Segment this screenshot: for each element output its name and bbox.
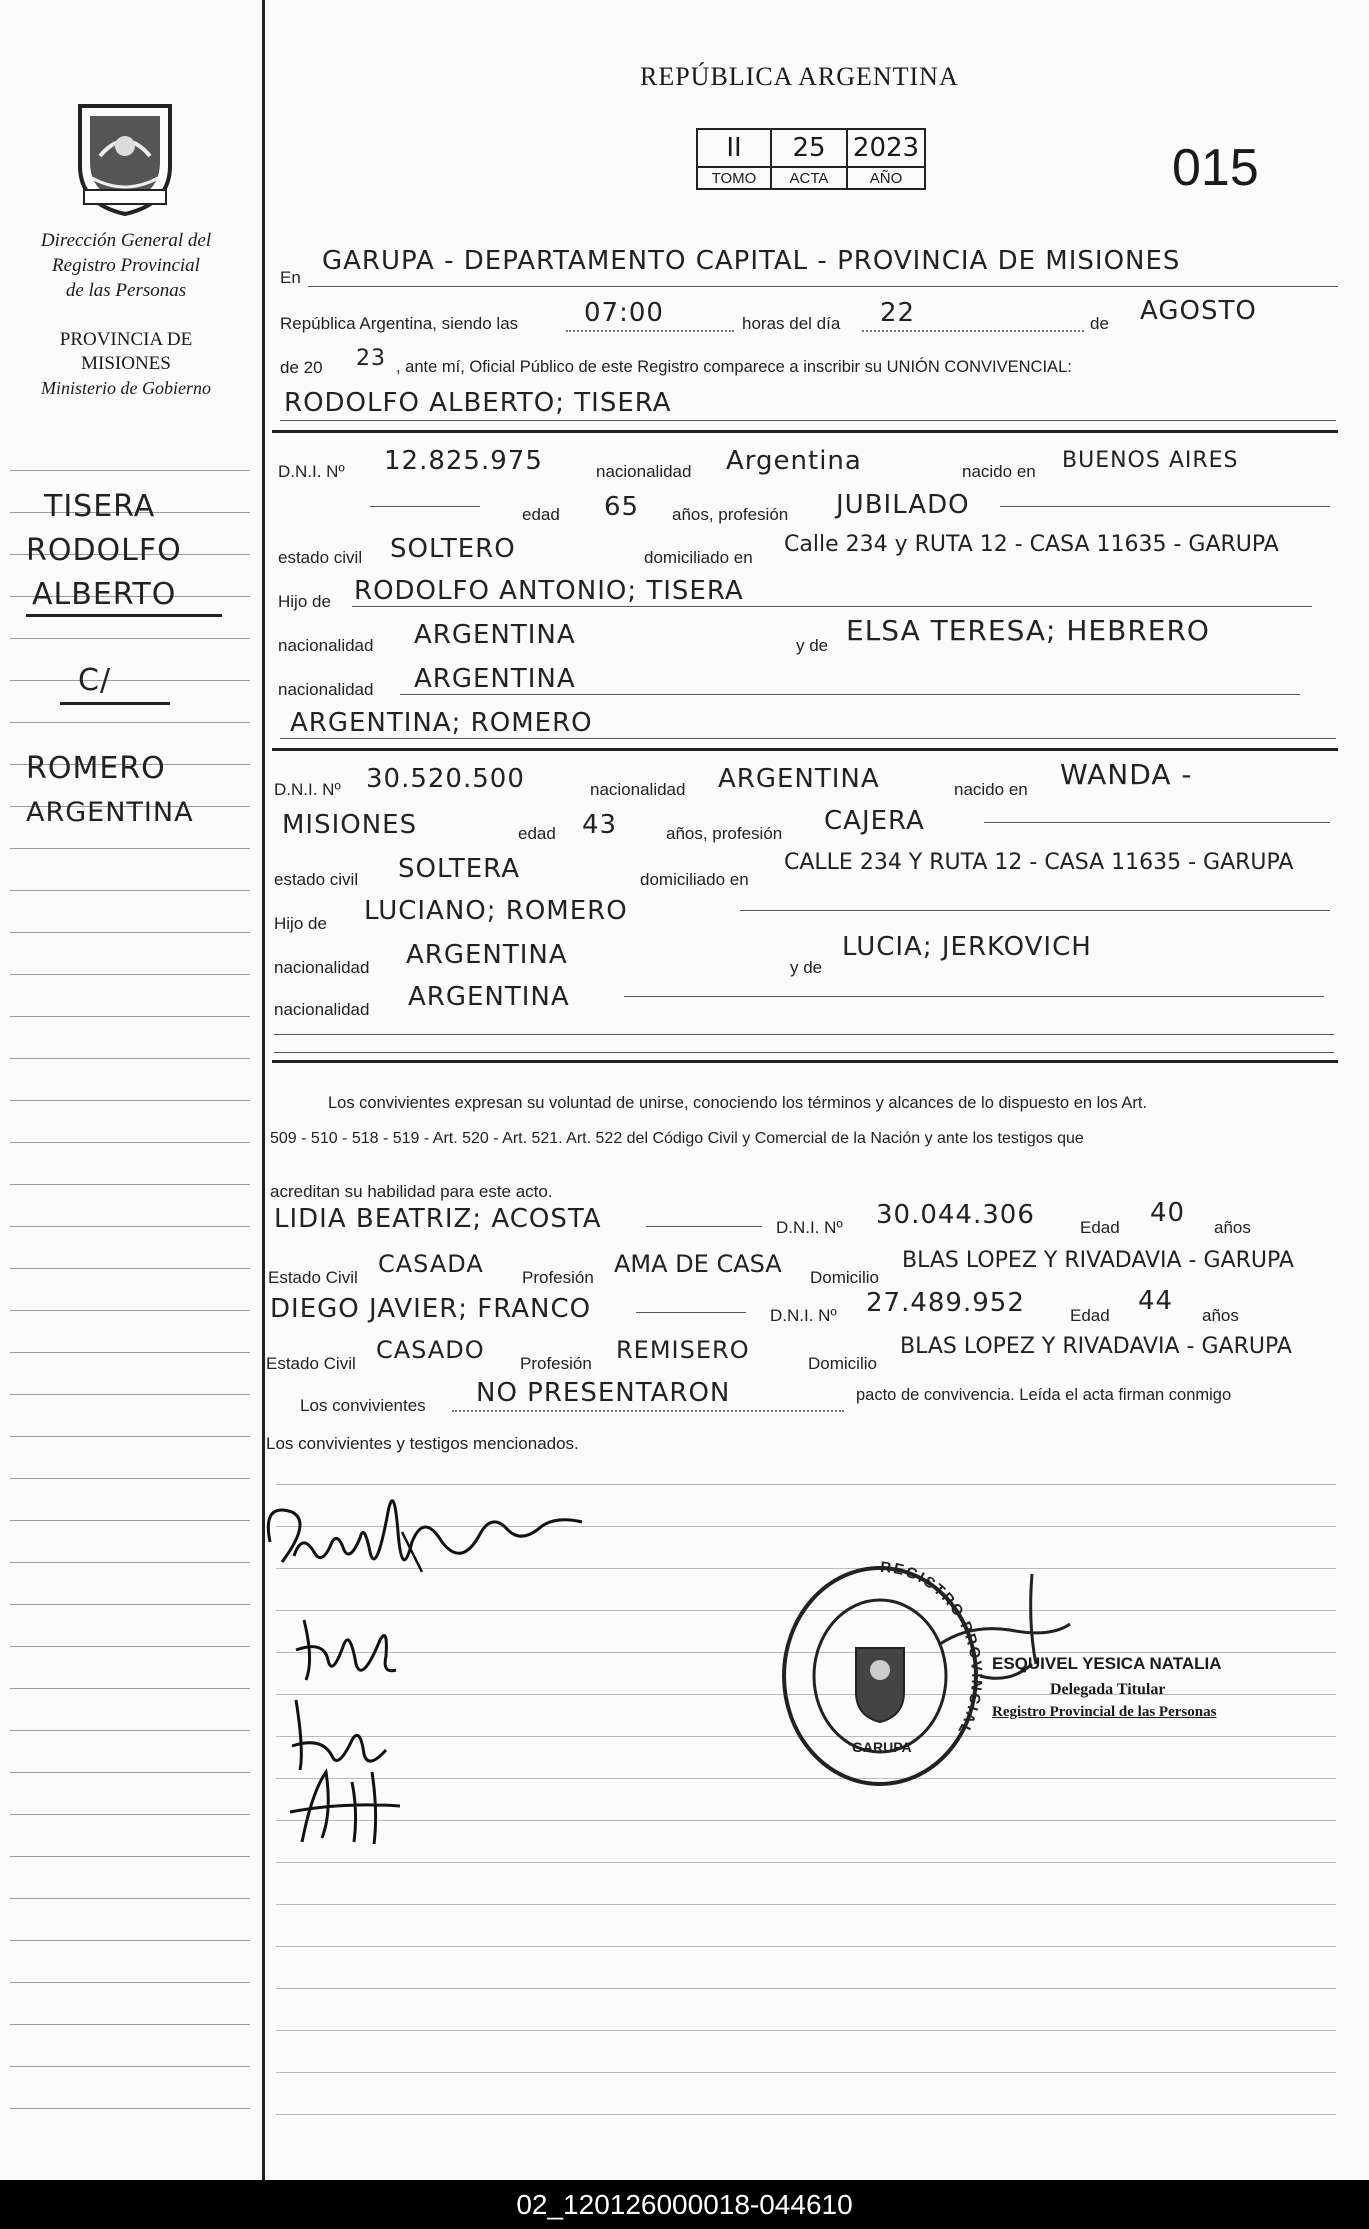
body-rule — [276, 1904, 1336, 1905]
margin-rule — [10, 1814, 250, 1815]
p1-age-value: 65 — [604, 492, 640, 522]
w2-address-label: Domicilio — [808, 1354, 877, 1373]
signature-witness-2 — [282, 1752, 412, 1852]
margin-rule — [10, 1310, 250, 1311]
p1-prof-value: JUBILADO — [836, 490, 970, 520]
p1-dni-label: D.N.I. Nº — [278, 462, 345, 481]
p2-mother-nac-value: ARGENTINA — [408, 982, 570, 1012]
pact-label: pacto de convivencia. Leída el acta firman conmigo — [856, 1386, 1232, 1404]
p1-birth-label: nacido en — [962, 462, 1036, 481]
margin-rule — [10, 1898, 250, 1899]
p1-father-value: RODOLFO ANTONIO; TISERA — [354, 576, 744, 606]
margin-rule — [10, 1184, 250, 1185]
p2-dni-value: 30.520.500 — [366, 764, 525, 794]
w1-anos-label: años — [1214, 1218, 1251, 1237]
margin-rule — [10, 2066, 250, 2067]
margin-rule — [10, 2024, 250, 2025]
w2-civil-label: Estado Civil — [266, 1354, 356, 1373]
p1-mother-value: ELSA TERESA; HEBRERO — [846, 614, 1210, 647]
p2-birth-label: nacido en — [954, 780, 1028, 799]
margin-rule — [10, 470, 250, 471]
partner2-name-value: ARGENTINA; ROMERO — [290, 708, 593, 738]
seal-ring-text: REGISTRO PROVINCIAL — [879, 1558, 986, 1739]
margin-rule — [10, 1562, 250, 1563]
p2-nac-label: nacionalidad — [590, 780, 686, 799]
w2-edad-label: Edad — [1070, 1306, 1110, 1325]
rule — [352, 606, 1312, 607]
rule — [646, 1226, 762, 1227]
section-divider — [272, 1060, 1338, 1063]
anio-value: 2023 — [847, 129, 925, 167]
rule — [370, 506, 480, 507]
margin-rule — [10, 932, 250, 933]
witness2-prof-value: REMISERO — [616, 1336, 750, 1364]
margin-surname-2: ROMERO — [26, 751, 166, 786]
body-rule — [276, 1946, 1336, 1947]
margin-rule — [10, 1772, 250, 1773]
dotted-field — [862, 330, 1084, 332]
margin-firstname-2: ARGENTINA — [26, 797, 194, 828]
margin-rule — [10, 1394, 250, 1395]
rule — [274, 1034, 1334, 1035]
margin-rule — [10, 1352, 250, 1353]
acta-value: 25 — [771, 129, 847, 167]
signature-partner-2 — [284, 1600, 424, 1690]
witness1-address-value: BLAS LOPEZ Y RIVADAVIA - GARUPA — [902, 1248, 1294, 1273]
intro-label: , ante mí, Oficial Público de este Registro comparece a inscribir su UNIÓN CONVIVENCIAL: — [396, 358, 1072, 376]
acta-label: ACTA — [771, 167, 847, 189]
margin-divider — [262, 0, 265, 2180]
document-title: REPÚBLICA ARGENTINA — [640, 62, 959, 91]
margin-rule — [10, 1940, 250, 1941]
p1-nac-value: Argentina — [726, 446, 862, 476]
witness2-civil-value: CASADO — [376, 1336, 485, 1364]
w2-dni-label: D.N.I. Nº — [770, 1306, 837, 1325]
scan-footer-code: 02_120126000018-044610 — [0, 2180, 1369, 2229]
p1-father-label: Hijo de — [278, 592, 331, 611]
margin-rule — [10, 1856, 250, 1857]
margin-rule — [10, 1604, 250, 1605]
margin-rule — [10, 1730, 250, 1731]
witness1-name-value: LIDIA BEATRIZ; ACOSTA — [274, 1204, 602, 1234]
margin-rule — [10, 1436, 250, 1437]
rule — [984, 822, 1330, 823]
p1-dni-value: 12.825.975 — [384, 446, 543, 476]
margin-rule — [10, 1982, 250, 1983]
margin-rule — [10, 2108, 250, 2109]
official-role: Delegada Titular — [1050, 1681, 1166, 1698]
witness1-civil-value: CASADA — [378, 1250, 484, 1278]
year-prefix-label: de 20 — [280, 358, 323, 377]
margin-middlename-1: ALBERTO — [32, 577, 177, 612]
w2-prof-label: Profesión — [520, 1354, 592, 1373]
p1-mother-nac-label: nacionalidad — [278, 680, 374, 699]
margin-rule — [10, 1016, 250, 1017]
registry-line-3: de las Personas — [65, 280, 187, 301]
registry-line-2: Registro Provincial — [52, 255, 200, 276]
month-de-label: de — [1090, 314, 1109, 333]
p2-civil-value: SOLTERA — [398, 854, 520, 884]
p1-father-nac-value: ARGENTINA — [414, 620, 576, 650]
rule — [624, 996, 1324, 997]
dotted-field — [566, 330, 734, 332]
place-value: GARUPA - DEPARTAMENTO CAPITAL - PROVINCIA DE MISIONES — [322, 246, 1181, 276]
tomo-value: II — [697, 129, 771, 167]
province-crest-icon — [70, 96, 180, 218]
margin-surname-1: TISERA — [44, 489, 156, 524]
margin-rule — [10, 890, 250, 891]
margin-underline — [26, 614, 222, 617]
p1-edad-label: edad — [522, 505, 560, 524]
margin-ruled-lines — [10, 470, 250, 2170]
time-value: 07:00 — [584, 298, 664, 328]
w1-address-label: Domicilio — [810, 1268, 879, 1287]
rule — [1000, 506, 1330, 507]
p2-nac-value: ARGENTINA — [718, 764, 880, 794]
margin-rule — [10, 1142, 250, 1143]
margin-rule — [10, 1688, 250, 1689]
registry-name — [10, 228, 242, 303]
p1-address-label: domiciliado en — [644, 548, 753, 567]
body-rule — [276, 2114, 1336, 2115]
p2-prof-label: años, profesión — [666, 824, 783, 843]
province-name — [10, 328, 242, 376]
margin-rule — [10, 1520, 250, 1521]
witness1-dni-value: 30.044.306 — [876, 1200, 1035, 1230]
legal-line-1: Los convivientes expresan su voluntad de unirse, conociendo los términos y alcances de lo dispuesto en los Art. — [328, 1094, 1148, 1112]
pact-value: NO PRESENTARON — [476, 1378, 731, 1408]
horas-label: horas del día — [742, 314, 841, 333]
margin-underline — [60, 702, 170, 705]
p2-mother-value: LUCIA; JERKOVICH — [842, 932, 1092, 962]
p2-address-value: CALLE 234 Y RUTA 12 - CASA 11635 - GARUPA — [784, 850, 1294, 875]
margin-rule — [10, 1646, 250, 1647]
margin-conjunction: C/ — [78, 663, 112, 698]
margin-rule — [10, 1478, 250, 1479]
p2-civil-label: estado civil — [274, 870, 359, 889]
rule — [636, 1312, 746, 1313]
margin-rule — [10, 1226, 250, 1227]
partner1-name-value: RODOLFO ALBERTO; TISERA — [284, 388, 672, 418]
margin-rule — [10, 638, 250, 639]
p2-dni-label: D.N.I. Nº — [274, 780, 341, 799]
p2-address-label: domiciliado en — [640, 870, 749, 889]
margin-rule — [10, 1058, 250, 1059]
body-rule — [276, 1988, 1336, 1989]
witness1-age-value: 40 — [1150, 1198, 1186, 1228]
witness2-address-value: BLAS LOPEZ Y RIVADAVIA - GARUPA — [900, 1334, 1292, 1359]
official-registry: Registro Provincial de las Personas — [992, 1704, 1217, 1720]
margin-rule — [10, 848, 250, 849]
w1-edad-label: Edad — [1080, 1218, 1120, 1237]
p1-mother-nac-value: ARGENTINA — [414, 664, 576, 694]
ministry-name: Ministerio de Gobierno — [41, 378, 211, 398]
rule — [740, 910, 1330, 911]
closing-text: Los convivientes y testigos mencionados. — [266, 1434, 579, 1453]
province-line-1: PROVINCIA DE — [59, 329, 193, 350]
p1-birth-value: BUENOS AIRES — [1062, 448, 1239, 473]
margin-rule — [10, 680, 250, 681]
year-suffix-value: 23 — [356, 346, 386, 371]
conv-label: Los convivientes — [300, 1396, 426, 1415]
margin-rule — [10, 722, 250, 723]
rule — [308, 286, 1338, 287]
margin-rule — [10, 974, 250, 975]
p2-father-label: Hijo de — [274, 914, 327, 933]
w2-anos-label: años — [1202, 1306, 1239, 1325]
rule — [280, 738, 1336, 739]
legal-line-3: acreditan su habilidad para este acto. — [270, 1182, 553, 1201]
margin-firstname-1: RODOLFO — [26, 533, 182, 568]
p2-prof-value: CAJERA — [824, 806, 925, 836]
legal-line-2: 509 - 510 - 518 - 519 - Art. 520 - Art. 521. Art. 522 del Código Civil y Comercial de la Nación y ante los testigos que — [270, 1130, 1084, 1147]
witness2-name-value: DIEGO JAVIER; FRANCO — [270, 1294, 592, 1324]
dotted-field — [452, 1410, 844, 1412]
w1-civil-label: Estado Civil — [268, 1268, 358, 1287]
book-reference-table — [696, 128, 926, 190]
w1-prof-label: Profesión — [522, 1268, 594, 1287]
republic-time-label: República Argentina, siendo las — [280, 314, 519, 333]
sidebar-margin — [0, 0, 262, 2180]
p2-mother-nac-label: nacionalidad — [274, 1000, 370, 1019]
p2-age-value: 43 — [582, 810, 618, 840]
p2-father-nac-value: ARGENTINA — [406, 940, 568, 970]
p2-father-value: LUCIANO; ROMERO — [364, 896, 628, 926]
body-rule — [276, 1862, 1336, 1863]
day-value: 22 — [880, 298, 916, 328]
p2-birth-value: WANDA - — [1060, 758, 1193, 791]
p1-address-value: Calle 234 y RUTA 12 - CASA 11635 - GARUPA — [784, 532, 1279, 557]
anio-label: AÑO — [847, 167, 925, 189]
signature-partner-1 — [252, 1472, 592, 1612]
p1-prof-label: años, profesión — [672, 505, 789, 524]
w1-dni-label: D.N.I. Nº — [776, 1218, 843, 1237]
month-value: AGOSTO — [1140, 296, 1257, 326]
rule — [280, 420, 1336, 421]
section-divider — [272, 430, 1338, 433]
folio-number: 015 — [1172, 139, 1259, 197]
p1-mother-label: y de — [796, 636, 829, 655]
section-divider — [272, 748, 1338, 751]
p2-father-nac-label: nacionalidad — [274, 958, 370, 977]
body-rule — [276, 1820, 1336, 1821]
rule — [274, 1052, 1334, 1053]
margin-rule — [10, 1100, 250, 1101]
p1-civil-label: estado civil — [278, 548, 363, 567]
rule — [400, 694, 1300, 695]
witness2-dni-value: 27.489.952 — [866, 1288, 1025, 1318]
p1-civil-value: SOLTERO — [390, 534, 516, 564]
p2-mother-label: y de — [790, 958, 823, 977]
p1-nac-label: nacionalidad — [596, 462, 692, 481]
registry-line-1: Dirección General del — [40, 230, 212, 251]
margin-rule — [10, 1268, 250, 1269]
body-rule — [276, 2030, 1336, 2031]
witness2-age-value: 44 — [1138, 1286, 1174, 1316]
witness1-prof-value: AMA DE CASA — [614, 1250, 782, 1278]
en-label: En — [280, 268, 301, 287]
province-line-2: MISIONES — [81, 353, 171, 374]
body-rule — [276, 2072, 1336, 2073]
p2-birth-value-cont: MISIONES — [282, 810, 418, 840]
p1-father-nac-label: nacionalidad — [278, 636, 374, 655]
tomo-label: TOMO — [697, 167, 771, 189]
seal-city-text: GARUPA — [852, 1739, 912, 1755]
official-name: ESQUIVEL YESICA NATALIA — [992, 1654, 1222, 1673]
p2-edad-label: edad — [518, 824, 556, 843]
